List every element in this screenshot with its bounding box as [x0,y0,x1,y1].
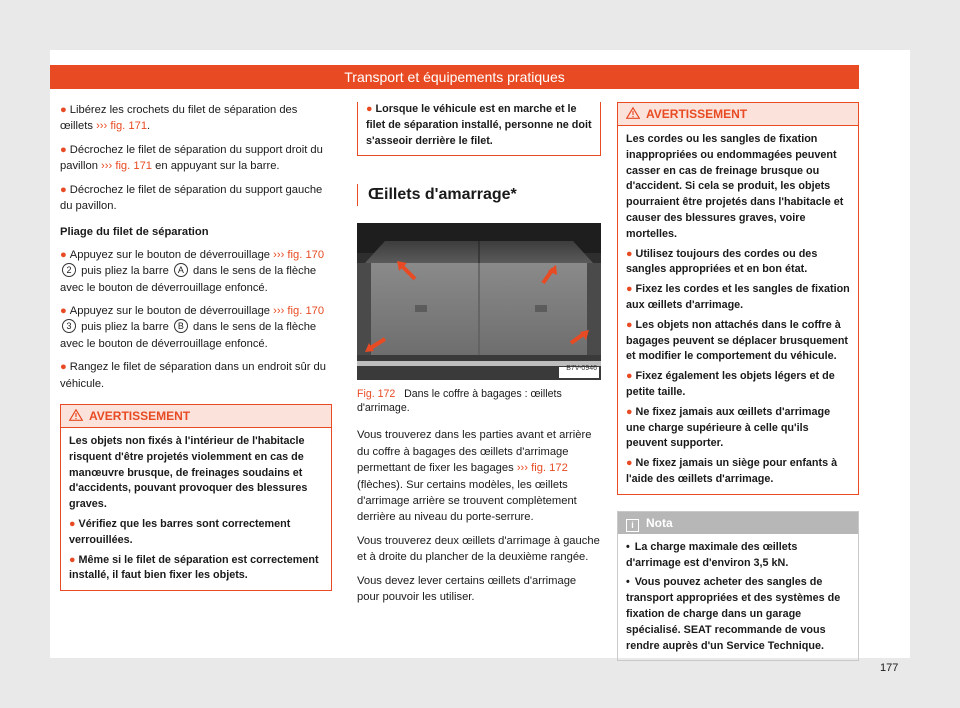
note-body: • La charge maximale des œillets d'arrimage est d'environ 3,5 kN. • Vous pouvez acheter des sangles de transport appropriées et des systèmes de fixation de charge dans un garage spécialisé. SEAT recommande de vous rendre auprès d'un Service Technique. [626,540,841,652]
warning-header: AVERTISSEMENT [61,405,331,428]
figure-link[interactable]: ››› fig. 170 [273,248,325,261]
bullet-icon: ● [69,553,76,566]
bullet-icon: ● [60,305,67,318]
warning-box [60,404,332,591]
warning-body: Les objets non fixés à l'intérieur de l'habitacle risquent d'être projetés violemment en cas de manœuvre brusque, de freinages soudains et d'accidents, pouvant provoquer des blessures graves. ● Vérifiez que les barres sont correctement verrouillées. ● Même si le filet de séparation est correctement installé, il faut bien fixer les objets. [69,435,319,582]
paragraph: ● Appuyez sur le bouton de déverrouillage ››› fig. 170 2 puis pliez la barre A dans le sens de la flèche avec le bouton de déverrouillage enfoncé. [60,248,325,294]
callout-letter: A [174,263,188,277]
page-header: Transport et équipements pratiques [50,65,859,89]
bullet-icon: ● [626,318,633,331]
info-icon: i [626,519,639,532]
paragraph: ● Appuyez sur le bouton de déverrouillage ››› fig. 170 3 puis pliez la barre B dans le sens de la flèche avec le bouton de déverrouillage enfoncé. [60,305,325,350]
bullet-icon: ● [366,103,373,115]
paragraph: ● Décrochez le filet de séparation du support gauche du pavillon. [60,183,323,213]
paragraph: ● Rangez le filet de séparation dans un endroit sûr du véhicule. [60,361,327,390]
column-right [617,102,859,661]
warning-icon [69,409,83,421]
warning-body: ● Lorsque le véhicule est en marche et le filet de séparation installé, personne ne doit s'asseoir derrière le filet. [366,103,592,147]
bullet-icon: ● [60,248,67,261]
warning-body: Les cordes ou les sangles de fixation inappropriées ou endommagées peuvent casser en cas de freinage brusque ou d'accident. Si cela se produit, les objets pourraient être projetés dans l'habitacle et causer des blessures graves, voire mortelles. ● Utilisez toujours des cordes ou des sangles appropriées et en bon état. ● Fixez les cordes et les sangles de fixation aux œillets d'arrimage. ● Les objets non attachés dans le coffre à bagages peuvent se déplacer brusquement et modifier le comportement du véhicule. ● Fixez également les objets légers et de petite taille. ● Ne fixez jamais aux œillets d'arrimage une charge supérieure à celle qu'ils peuvent supporter. ● Ne fixez jamais un siège pour enfants à l'aide des œillets d'arrimage. [626,133,850,485]
bullet-icon: ● [60,183,67,196]
note-header: i Nota [618,512,858,534]
section-title: Œillets d'amarrage* [357,184,601,206]
trunk-photo [357,223,601,380]
bullet-icon: ● [626,405,633,418]
bullet-icon: ● [69,518,76,531]
paragraph: ● Libérez les crochets du filet de séparation des œillets ››› fig. 171. [60,104,298,133]
page [50,50,910,674]
column-middle [357,102,601,612]
bullet-icon: • [626,540,630,553]
subheading: Pliage du filet de séparation [60,226,209,239]
bullet-icon: ● [626,283,633,296]
note-box [617,511,859,662]
bullet-icon: ● [626,457,633,470]
figure-link[interactable]: ››› fig. 172 [516,462,568,475]
figure-caption: Fig. 172 Dans le coffre à bagages : œillets d'arrimage. [357,388,562,415]
figure-link[interactable]: ››› fig. 171 [101,160,153,173]
paragraph: Vous trouverez deux œillets d'arrimage à gauche et à droite du plancher de la deuxième rangée. [357,534,600,564]
figure-link[interactable]: ››› fig. 171 [96,120,148,133]
figure-code: B7V-0946 [566,364,597,372]
bullet-icon: ● [60,361,67,374]
paragraph: Vous trouverez dans les parties avant et arrière du coffre à bagages des œillets d'arrimage permettant de fixer les bagages ››› fig. 172 (flèches). Sur certains modèles, les œillets d'arrimage arrière se trouvent complètement derrière au niveau du porte-serrure. [357,429,592,524]
warning-header: AVERTISSEMENT [618,103,858,126]
figure [357,223,601,380]
bullet-icon: ● [60,104,67,116]
paragraph: ● Décrochez le filet de séparation du support droit du pavillon ››› fig. 171 en appuyant sur la barre. [60,143,323,173]
warning-box [617,102,859,495]
warning-icon [626,107,640,119]
bullet-icon: ● [626,370,633,383]
bullet-icon: ● [626,247,633,260]
warning-box-top [357,102,601,156]
paragraph: Vous devez lever certains œillets d'arrimage pour pouvoir les utiliser. [357,574,577,604]
callout-letter: B [174,319,188,333]
callout-number: 3 [62,319,76,333]
bullet-icon: ● [60,143,67,156]
callout-number: 2 [62,263,76,277]
figure-link[interactable]: ››› fig. 170 [273,305,325,318]
bullet-icon: • [626,576,630,589]
page-number: 177 [880,662,899,674]
column-left [60,102,332,591]
